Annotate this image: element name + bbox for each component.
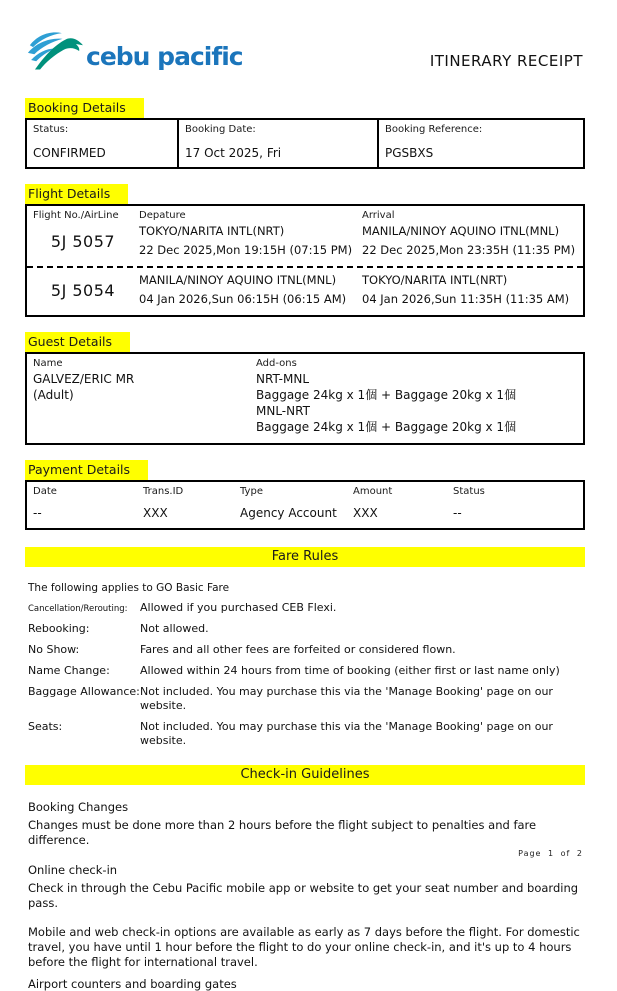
content: [25, 76, 585, 991]
flight-row-outbound: [27, 222, 583, 266]
arrival-airport: MANILA/NINOY AQUINO ITNL(MNL): [362, 224, 560, 238]
fare-rule-label: Name Change:: [28, 664, 110, 677]
payment-amount-col: [353, 486, 453, 520]
page-number: Page 1 of 2: [518, 849, 583, 858]
booking-reference-value: PGSBXS: [385, 146, 434, 160]
booking-reference-label: Booking Reference:: [385, 124, 483, 135]
payment-transid-value: XXX: [143, 506, 168, 520]
departure-leg: [139, 271, 362, 309]
departure-datetime: 22 Dec 2025,Mon 19:15H (07:15 PM): [139, 243, 353, 257]
fare-rules-intro: The following applies to GO Basic Fare: [28, 582, 230, 594]
fare-rule-cancellation: [28, 601, 585, 615]
fare-rule-value: Allowed if you purchased CEB Flexi.: [140, 601, 337, 614]
payment-type-col: [240, 486, 353, 520]
guest-name-lines: [33, 371, 256, 403]
brand-wordmark: cebu pacific: [86, 42, 243, 71]
fare-rule-label: Seats:: [28, 720, 63, 733]
status-label: Status:: [33, 124, 69, 135]
flight-details-table: [25, 204, 585, 317]
mobile-web-checkin-text: Mobile and web check-in options are available as early as 7 days before the flight. For domestic travel, you have until 1 hour before the flight to do your online check-in, and it's up to 4 hours before the flight for international travel.: [28, 925, 580, 969]
flight-row-return: [27, 266, 583, 315]
addons-column-header: Add-ons: [256, 358, 297, 369]
header: [0, 0, 617, 76]
fare-rules-heading: Fare Rules: [25, 547, 585, 567]
checkin-guidelines-body: [28, 800, 585, 991]
addon-baggage: Baggage 24kg x 1個 + Baggage 20kg x 1個: [256, 388, 517, 402]
status-value: CONFIRMED: [33, 146, 106, 160]
status-column-header: Status: [453, 486, 485, 497]
guest-addons-cell: [256, 358, 577, 435]
transid-column-header: Trans.ID: [143, 486, 184, 497]
addon-sector: NRT-MNL: [256, 372, 310, 386]
payment-date-value: --: [33, 506, 42, 520]
document-title: ITINERARY RECEIPT: [429, 52, 583, 70]
departure-airport: TOKYO/NARITA INTL(NRT): [139, 224, 285, 238]
addon-sector: MNL-NRT: [256, 404, 310, 418]
booking-details-table: [25, 118, 585, 169]
payment-transid-col: [143, 486, 240, 520]
cebu-pacific-logo: [26, 26, 243, 76]
booking-date-label: Booking Date:: [185, 124, 256, 135]
booking-reference-cell: [377, 120, 583, 167]
fare-rule-baggage-allowance: [28, 685, 585, 713]
online-checkin-subheading: Online check-in: [28, 863, 118, 877]
arrival-leg: [362, 271, 583, 309]
guest-type: (Adult): [33, 388, 74, 402]
arrival-datetime: 04 Jan 2026,Sun 11:35H (11:35 AM): [362, 292, 570, 306]
payment-details-table: [25, 480, 585, 530]
fare-rule-label: Cancellation/Rerouting:: [28, 604, 128, 614]
booking-date-value: 17 Oct 2025, Fri: [185, 146, 282, 160]
flight-number: 5J 5054: [50, 280, 116, 300]
payment-status-col: [453, 486, 577, 520]
checkin-guidelines-heading: Check-in Guidelines: [25, 765, 585, 785]
flight-table-header: [27, 206, 583, 222]
fare-rule-rebooking: [28, 622, 585, 636]
fare-rule-label: Baggage Allowance:: [28, 685, 140, 698]
arrival-column-header: Arrival: [362, 210, 395, 221]
guest-details-table: [25, 352, 585, 445]
flight-number: 5J 5057: [50, 231, 116, 251]
booking-changes-text: Changes must be done more than 2 hours before the flight subject to penalties and fare difference.: [28, 818, 537, 847]
type-column-header: Type: [240, 486, 263, 497]
booking-details-heading: Booking Details: [25, 98, 144, 118]
date-column-header: Date: [33, 486, 57, 497]
addon-lines: [256, 371, 577, 435]
fare-rule-value: Allowed within 24 hours from time of booking (either first or last name only): [140, 664, 560, 677]
eagle-logo-icon: [26, 26, 90, 76]
online-checkin-text: Check in through the Cebu Pacific mobile app or website to get your seat number and boarding pass.: [28, 881, 579, 910]
arrival-datetime: 22 Dec 2025,Mon 23:35H (11:35 PM): [362, 243, 576, 257]
fare-rule-value: Not included. You may purchase this via the 'Manage Booking' page on our website.: [140, 685, 553, 712]
arrival-leg: [362, 222, 583, 260]
guest-details-heading: Guest Details: [25, 332, 130, 352]
addon-baggage: Baggage 24kg x 1個 + Baggage 20kg x 1個: [256, 420, 517, 434]
fare-rule-value: Not allowed.: [140, 622, 209, 635]
fare-rule-label: No Show:: [28, 643, 80, 656]
payment-status-value: --: [453, 506, 462, 520]
payment-date-col: [33, 486, 143, 520]
payment-amount-value: XXX: [353, 506, 378, 520]
payment-details-heading: Payment Details: [25, 460, 148, 480]
departure-airport: MANILA/NINOY AQUINO ITNL(MNL): [139, 273, 337, 287]
fare-rule-no-show: [28, 643, 585, 657]
fare-rule-value: Fares and all other fees are forfeited or considered flown.: [140, 643, 456, 656]
guest-name-cell: [33, 358, 256, 435]
guest-name: GALVEZ/ERIC MR: [33, 372, 135, 386]
flight-details-heading: Flight Details: [25, 184, 128, 204]
payment-type-value: Agency Account: [240, 506, 337, 520]
booking-status-cell: [27, 120, 177, 167]
fare-rule-label: Rebooking:: [28, 622, 90, 635]
departure-column-header: Depature: [139, 210, 186, 221]
departure-leg: [139, 222, 362, 260]
booking-date-cell: [177, 120, 377, 167]
fare-rule-name-change: [28, 664, 585, 678]
fare-rule-value: Not included. You may purchase this via the 'Manage Booking' page on our website.: [140, 720, 553, 747]
arrival-airport: TOKYO/NARITA INTL(NRT): [362, 273, 508, 287]
airport-counters-subheading: Airport counters and boarding gates: [28, 977, 237, 991]
departure-datetime: 04 Jan 2026,Sun 06:15H (06:15 AM): [139, 292, 347, 306]
flight-no-column-header: Flight No./AirLine: [33, 210, 119, 221]
name-column-header: Name: [33, 358, 63, 369]
booking-changes-subheading: Booking Changes: [28, 800, 129, 814]
amount-column-header: Amount: [353, 486, 393, 497]
fare-rule-seats: [28, 720, 585, 748]
